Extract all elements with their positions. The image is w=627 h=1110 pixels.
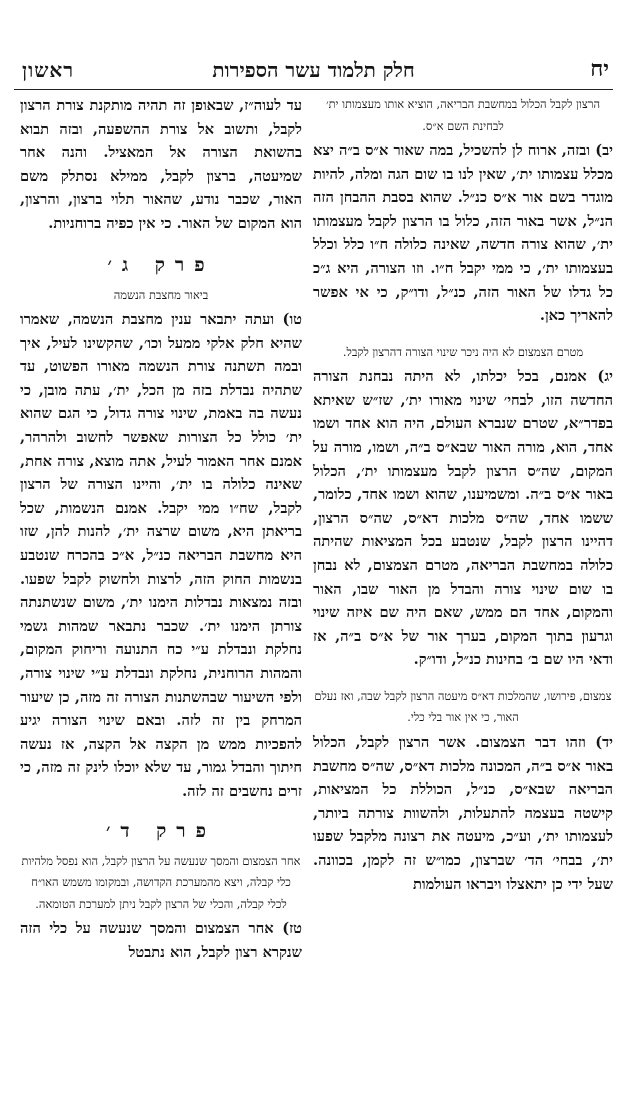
margin-note: הרצון לקבל הכלול במחשבת הבריאה, הוציא אותו מעצמותו ית׳ לבחינת השם א״ס. <box>325 97 601 133</box>
paragraph-14: יד) וזהו דבר הצמצום. אשר הרצון לקבל, הכלול באור א״ס ב״ה, המכונה מלכות דא״ס, שה״ס מחשבת הבריאה שבא״ס, כנ״ל, הכוללת כל המציאות, קישטה בעצמה להתעלות, ולהשוות צורתה ביותר, לעצמותו ית׳, וע״כ, מיעטה את רצונה מלקבל שפעו ית׳, בבחי׳ הד׳ שברצון, כמו״ש זה לקמן, בכוונה. שעל ידי כן יתאצלו ויבראו העולמות <box>313 733 613 893</box>
page-number: יח <box>590 56 609 82</box>
book-title: חלק תלמוד עשר הספירות <box>212 58 415 82</box>
chapter-3-note: ביאור מחצבת הנשמה <box>113 287 209 302</box>
paragraph-13: יג) אמנם, בכל יכלתו, לא היתה נבחנת הצורה החדשה הזו, לבחי׳ שינוי מאורו ית׳, שז״ש שאיתא בפדר״א, שטרם שנברא העולם, היה הוא אחד ושמו אחד, הוא, מורה האור שבא״ס ב״ה, ושמו, מורה על המקום, שה״ס הרצון לקבל מעצמותו ית׳, הכלול באור א״ס ב״ה. ומשמיענו, שהוא ושמו אחד, כלומר, ששמו אחד, שה״ס מלכות דא״ס, שה״ס הרצון, דהיינו הרצון לקבל, שנטבע בכל המציאות שהיתה כלולה במחשבת הבריאה, מטרם הצמצום, לא נבחן בו שום שינוי צורה והבדל מן האור שבו, האור והמקום, אחד הם ממש, שאם היה שם איזה שינוי וגרעון בתוך המקום, בערך אור של א״ס ב״ה, אז ודאי היו שם ב׳ בחינות כנ״ל, ודו״ק. <box>313 368 613 669</box>
header-rule <box>14 89 613 90</box>
running-header <box>14 56 613 84</box>
volume-label: ראשון <box>22 58 75 82</box>
chapter-4-heading: פרק ד׳ <box>106 819 216 842</box>
paragraph-12: יב) ובזה, ארוח לן להשכיל, במה שאור א״ס ב״ה יצא מכלל עצמותו ית׳, שאין לנו בו שום הגה ומלה, להיות מוגדר בשם אור א״ס כנ״ל. שהוא בסבת ההבחן הזה הנ״ל, אשר באור הזה, כלול בו הרצון לקבל מעצמותו ית׳, שהוא צורה חדשה, שאינה כלולה ח״ו כלל וכלל בעצמותו ית׳, כי ממי יקבל ח״ו. וזו הצורה, היא ג״כ כל גדלו של האור הזה, כנ״ל, ודו״ק, כי אי אפשר להאריך כאן. <box>313 142 613 325</box>
chapter-3-heading: פרק ג׳ <box>107 253 215 276</box>
right-column <box>313 94 613 900</box>
margin-note: צמצום, פירושו, שהמלכות דא״ס מיעטה הרצון לקבל שבה, ואז נעלם האור, כי אין אור בלי כלי. <box>314 688 612 725</box>
paragraph-continuation: עד לעוה״ז, שבאופן זה תהיה מותקנת צורת הרצון לקבל, ותשוב אל צורת ההשפעה, ובזה תבוא בהשואת הצורה אל המאציל. והנה אחר שמיעטה, ברצון לקבל, ממילא נסתלק משם האור, שכבר נודע, שהאור תלוי ברצון, והרצון, הוא המקום של האור. כי אין כפיה ברוחניות. <box>20 97 302 232</box>
left-column <box>20 94 302 968</box>
margin-note: מטרם הצמצום לא היה ניכר שינוי הצורה דהרצון לקבל. <box>342 344 584 359</box>
chapter-4-note: אחר הצמצום והמסך שנעשה על הרצון לקבל, הוא נפסל מלהיות כלי קבלה, ויצא מהמערכת הקדושה, ובמקומו משמש האו״ח לכלי קבלה, והכלי של הרצון לקבל ניתן למערכת הטומאה. <box>21 853 301 911</box>
paragraph-16: טז) אחר הצמצום והמסך שנעשה על כלי הזה שנקרא רצון לקבל, הוא נתבטל <box>20 920 302 961</box>
paragraph-15: טו) ועתה יתבאר ענין מחצבת הנשמה, שאמרו שהיא חלק אלקי ממעל וכו׳, שהקשינו לעיל, איך ובמה תשתנה צורת הנשמה מאורו הפשוט, עד שתהיה נבדלת בזה מן הכל, ית׳, עתה מובן, כי נעשה בה באמת, שינוי צורה גדול, כי הגם שהוא ית׳ כולל כל הצורות שאפשר לחשוב ולהרהר, אמנם אחר האמור לעיל, אתה מוצא, צורה אחת, שאינה כלולה בו ית׳, והיינו הצורה של הרצון לקבל, שח״ו ממי יקבל. אמנם הנשמות, שכל בריאתן היא, משום שרצה ית׳, להנות להן, שזו היא מחשבת הבריאה כנ״ל, א״כ בהכרח שנטבע בנשמות החוק הזה, לרצות ולחשוק לקבל שפעו. ובזה נמצאות נבדלות הימנו ית׳, משום שנשתנתה צורתן הימנו ית׳. שכבר נתבאר שמהות גשמי נחלקת ונבדלת ע״י כח התנועה וריחוק המקום, והמהות הרוחנית, נחלקת ונבדלת ע״י שינוי צורה, ולפי השיעור שבהשתנות הצורה זה מזה, כן שיעור המרחק בין זה לזה. ובאם שינוי הצורה יגיע להפכיות ממש מן הקצה אל הקצה, אז נעשה חיתוך והבדל גמור, עד שלא יוכלו לינק זה מזה, כי זרים נחשבים זה לזה. <box>20 311 302 800</box>
